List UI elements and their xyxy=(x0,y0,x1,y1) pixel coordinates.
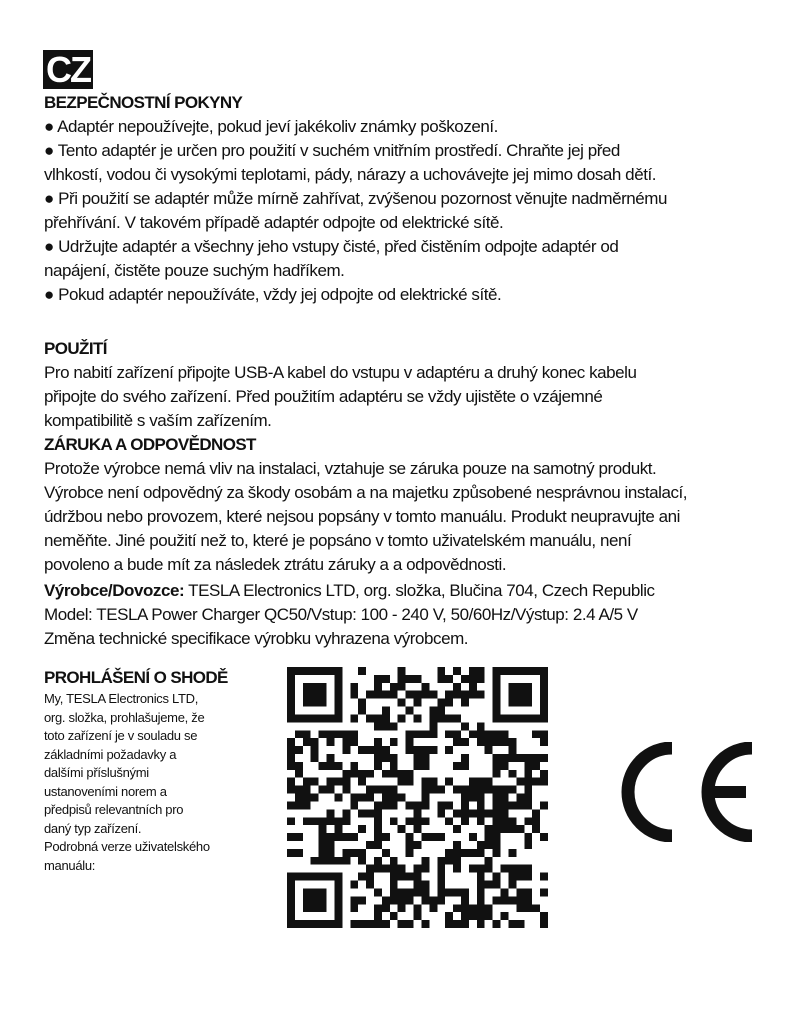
qr-code[interactable] xyxy=(287,667,548,928)
language-badge: CZ xyxy=(43,50,93,89)
manufacturer-value: TESLA Electronics LTD, org. složka, Blučina 704, Czech Republic xyxy=(184,581,655,600)
warranty-line: povoleno a bude mít za následek ztrátu záruky a a odpovědnosti. xyxy=(44,555,507,574)
declaration-line: manuálu: xyxy=(44,857,96,873)
usage-line: Pro nabití zařízení připojte USB-A kabel do vstupu v adaptéru a druhý konec kabelu xyxy=(44,363,637,382)
usage-line: kompatibilitě s vaším zařízením. xyxy=(44,411,272,430)
declaration-line: daný typ zařízení. xyxy=(44,820,142,836)
usage-title: POUŽITÍ xyxy=(44,339,107,358)
safety-line: napájení, čistěte pouze suchým hadříkem. xyxy=(44,261,345,280)
safety-line: ● Při použití se adaptér může mírně zahřívat, zvýšenou pozornost věnujte nadměrnému xyxy=(44,189,668,208)
declaration-line: My, TESLA Electronics LTD, xyxy=(44,691,199,706)
ce-mark-icon xyxy=(610,742,760,842)
declaration-line: org. složka, prohlašujeme, že xyxy=(44,709,205,725)
warranty-line: údržbou nebo provozem, které nejsou popsány v tomto manuálu. Produkt neupravujte ani xyxy=(44,507,680,526)
safety-line: ● Adaptér nepoužívejte, pokud jeví jakékoliv známky poškození. xyxy=(44,117,498,136)
safety-line: vlhkostí, vodou či vysokými teplotami, pády, nárazy a uchovávejte jej mimo dosah dětí. xyxy=(44,165,657,184)
warranty-title: ZÁRUKA A ODPOVĚDNOST xyxy=(44,435,256,454)
declaration-line: předpisů relevantních pro xyxy=(44,802,184,817)
model-line: Model: TESLA Power Charger QC50/Vstup: 100 - 240 V, 50/60Hz/Výstup: 2.4 A/5 V xyxy=(44,605,638,624)
safety-line: ● Pokud adaptér nepoužíváte, vždy jej odpojte od elektrické sítě. xyxy=(44,285,502,304)
declaration-line: základními požadavky a xyxy=(44,746,177,762)
declaration-line: ustanoveními norem a xyxy=(44,783,167,799)
declaration-line: toto zařízení je v souladu se xyxy=(44,728,198,743)
declaration-title: PROHLÁŠENÍ O SHODĚ xyxy=(44,668,228,687)
usage-section xyxy=(44,337,687,651)
declaration-section xyxy=(44,666,228,875)
usage-line: připojte do svého zařízení. Před použitím adaptéru se vždy ujistěte o vzájemné xyxy=(44,387,603,406)
manufacturer-label: Výrobce/Dovozce: xyxy=(44,581,185,600)
change-line: Změna technické specifikace výrobku vyhrazena výrobcem. xyxy=(44,629,469,648)
warranty-line: neměňte. Jiné použití než to, které je popsáno v tomto uživatelském manuálu, není xyxy=(44,531,632,550)
safety-line: ● Udržujte adaptér a všechny jeho vstupy čisté, před čistěním odpojte adaptér od xyxy=(44,237,619,256)
declaration-line: dalšími příslušnými xyxy=(44,765,149,780)
safety-title: BEZPEČNOSTNÍ POKYNY xyxy=(44,93,243,112)
warranty-line: Výrobce není odpovědný za škody osobám a na majetku způsobené nesprávnou instalací, xyxy=(44,483,688,502)
declaration-line: Podrobná verze uživatelského xyxy=(44,839,210,854)
safety-line: ● Tento adaptér je určen pro použití v suchém vnitřním prostředí. Chraňte jej před xyxy=(44,141,620,160)
safety-line: přehřívání. V takovém případě adaptér odpojte od elektrické sítě. xyxy=(44,213,504,232)
manufacturer-line xyxy=(44,579,687,603)
warranty-line: Protože výrobce nemá vliv na instalaci, vztahuje se záruka pouze na samotný produkt. xyxy=(44,459,657,478)
safety-section xyxy=(44,91,667,307)
